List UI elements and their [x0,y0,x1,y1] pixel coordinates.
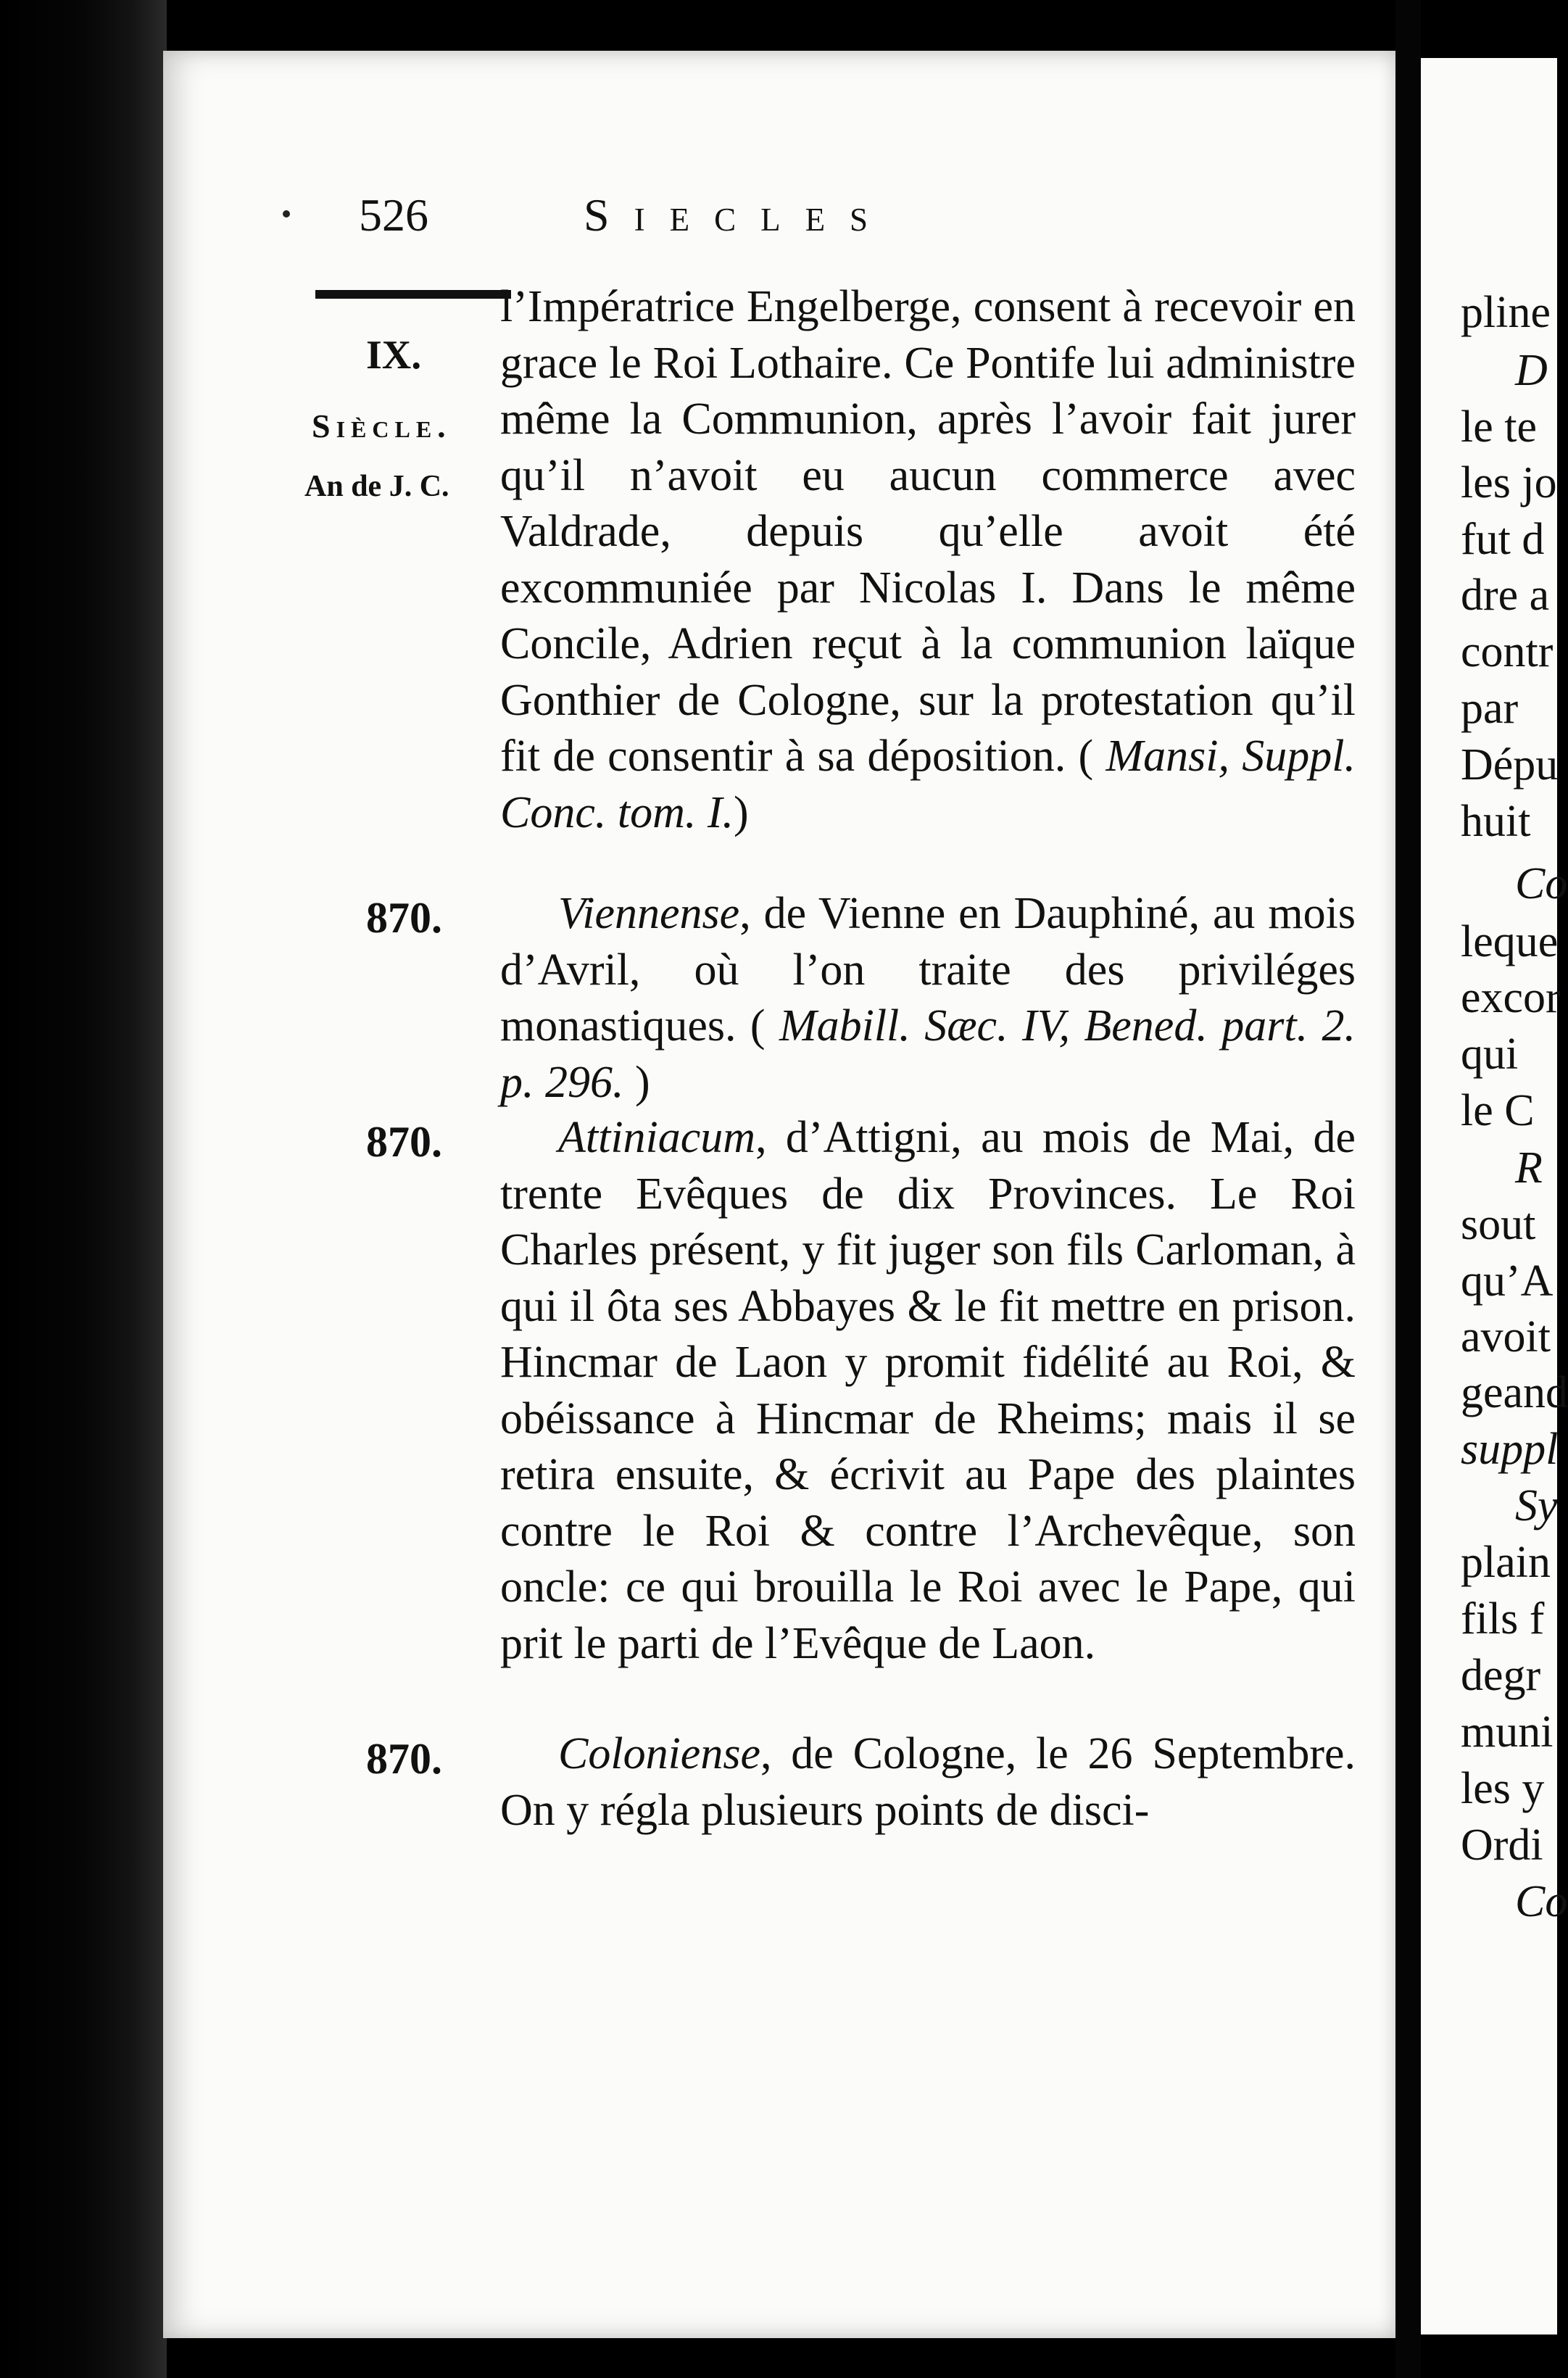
council-name: Attiniacum [558,1113,756,1162]
facing-text-fragment: sout [1461,1200,1536,1249]
facing-text-fragment: leque [1461,917,1559,966]
margin-siecle: Siècle. [312,407,452,444]
facing-text-fragment: Dépu [1461,740,1559,790]
facing-text-fragment: Ordi [1461,1820,1543,1870]
paragraph-text: , de Vienne en Dauphiné, au mois d’Avril, où l’on traite des priviléges monastiques. ( [500,889,1356,1051]
paragraph-text: , d’Attigni, au mois de Mai, de trente Evêques de dix Provinces. Le Roi Charles présent, y fit juger son fils Carloman, à qui il ôta ses Abbayes & le fit mettre en prison. Hincmar de Laon y promit fidélité au Roi, & obéissance à Hincmar de Rheims; mais il se retira ensuite, & écrivit au Pape des plaintes contre le Roi & contre l’Archevêque, son oncle: ce qui brouilla le Roi avec le Pape, qui prit le parti de l’Evêque de Laon. [500,1113,1356,1668]
running-title: Siecles [584,189,893,241]
facing-text-fragment: Sy [1515,1481,1558,1530]
margin-century: IX. [366,333,422,378]
entry-year: 870. [366,1735,442,1783]
facing-text-fragment: degr [1461,1651,1541,1700]
paragraph [500,1726,1356,1839]
facing-text-fragment: par [1461,684,1519,733]
citation: Mansi, Suppl. Conc. tom. I. [500,732,1356,837]
facing-text-fragment: Co [1515,859,1568,908]
facing-text-fragment: D [1515,346,1548,395]
facing-page [1421,58,1568,2334]
entry-year: 870. [366,894,442,942]
paragraph-text: l’Impératrice Engelberge, consent à recevoir en grace le Roi Lothaire. Ce Pontife lui administre même la Communion, après l’avoir fait jurer qu’il n’avoit eu aucun commerce avec Valdrade, depuis qu’elle avoit été excommuniée par Nicolas I. Dans le même Concile, Adrien reçut à la communion laïque Gonthier de Cologne, sur la protestation qu’il fit de consentir à sa déposition. ( [500,282,1356,781]
citation: Mabill. Sæc. IV, Bened. part. 2. p. 296. [500,1001,1356,1107]
facing-text-fragment: dre a [1461,571,1550,620]
paragraph [500,1110,1356,1672]
ink-speck [283,210,290,218]
entry-continuation [500,279,1356,841]
page-gutter [1395,0,1421,2378]
council-name: Coloniense [558,1729,760,1778]
facing-text-fragment: excor [1461,973,1561,1022]
facing-text-fragment: le te [1461,402,1537,452]
facing-text-fragment: pline [1461,288,1551,337]
facing-text-fragment: fils f [1461,1594,1545,1644]
citation-close: ) [734,787,749,837]
entry-coloniense [500,1726,1356,1839]
facing-text-fragment: Co [1515,1877,1568,1926]
facing-text-fragment: fut d [1461,515,1545,564]
facing-text-fragment: huit [1461,797,1531,846]
facing-text-fragment: R [1515,1143,1543,1193]
facing-text-fragment: les y [1461,1764,1545,1813]
margin-year-label: An de J. C. [304,470,449,503]
running-header [359,189,893,241]
facing-text-fragment: muni [1461,1707,1554,1757]
facing-text-fragment: contr [1461,627,1554,676]
facing-text-fragment: qu’A [1461,1256,1554,1306]
facing-text-fragment: plain [1461,1538,1551,1587]
facing-text-fragment: le C [1461,1086,1535,1135]
citation-close: ) [635,1057,650,1107]
facing-text-fragment: qui [1461,1030,1519,1079]
book-spine-shadow [0,0,167,2378]
paragraph [500,279,1356,841]
page-number: 526 [359,189,428,241]
facing-text-fragment: les jo [1461,458,1557,508]
entry-viennense [500,886,1356,1111]
paragraph-text: , de Cologne, le 26 Septembre. On y régla plusieurs points de disci- [500,1729,1356,1835]
facing-text-fragment: geand [1461,1368,1568,1417]
margin-rule [315,290,511,299]
entry-attiniacum [500,1110,1356,1672]
facing-text-fragment: suppl [1461,1425,1559,1474]
council-name: Viennense [558,889,740,938]
entry-year: 870. [366,1118,442,1166]
paragraph [500,886,1356,1111]
facing-text-fragment: avoit [1461,1312,1551,1362]
